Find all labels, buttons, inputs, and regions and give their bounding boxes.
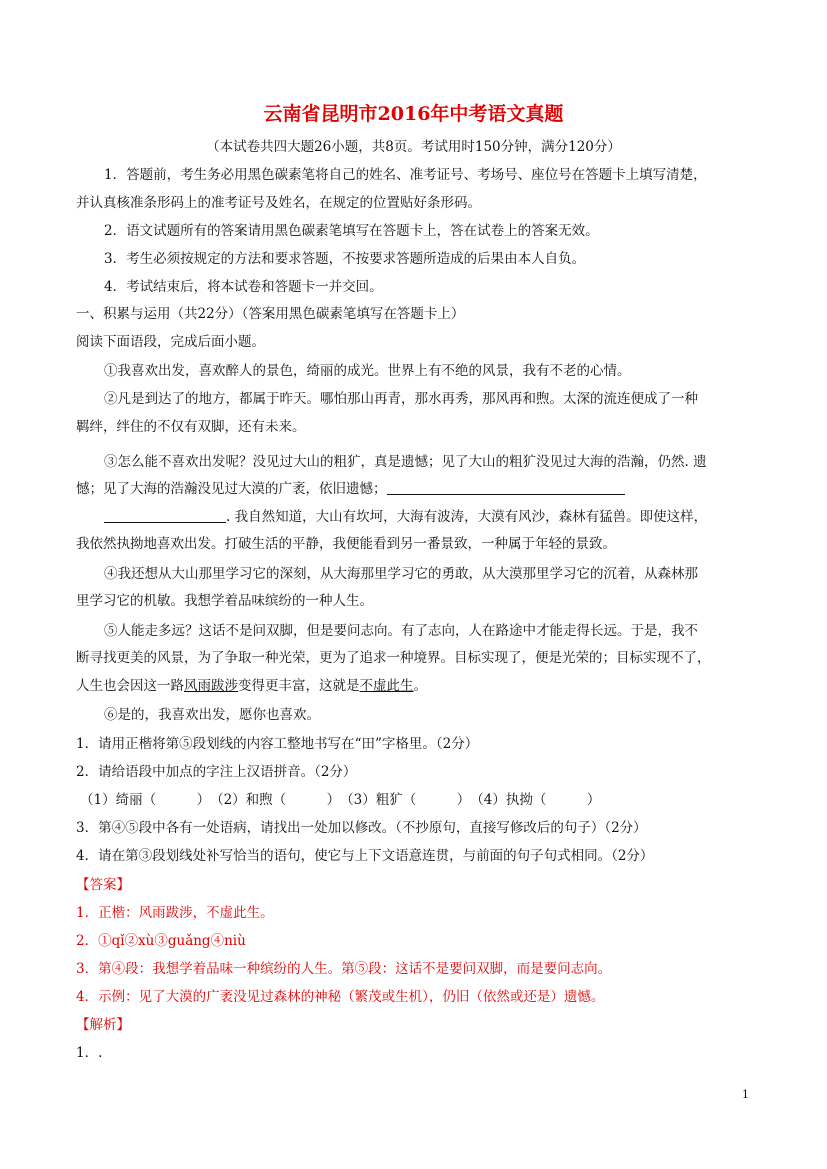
question-2: 2．请给语段中加点的字注上汉语拼音。（2分） bbox=[76, 764, 357, 780]
passage-paragraph-3-cont bbox=[76, 478, 625, 500]
note-1: 1．答题前，考生务必用黑色碳素笔将自己的姓名、准考证号、考场号、座位号在答题卡上填写清楚， bbox=[104, 167, 707, 183]
passage-paragraph-5: ⑤人能走多远？这话不是问双脚，但是要问志向。有了志向，人在路途中才能走得长远。于是，我不 bbox=[104, 623, 698, 639]
note-1-cont: 并认真核准条形码上的准考证号及姓名，在规定的位置贴好条形码。 bbox=[76, 195, 481, 211]
underlined-phrase: 不虚此生 bbox=[359, 678, 414, 694]
question-3: 3．第④⑤段中各有一处语病，请找出一处加以修改。（不抄原句，直接写修改后的句子）（2分） bbox=[76, 820, 647, 836]
passage-text: 变得更丰富，这就是 bbox=[238, 678, 360, 694]
fill-blank-line bbox=[104, 508, 226, 523]
reading-instruction: 阅读下面语段，完成后面小题。 bbox=[76, 334, 265, 350]
passage-text: 人生也会因这一路 bbox=[76, 678, 184, 694]
analysis-item-1: 1．. bbox=[76, 1045, 103, 1061]
fill-blank-line bbox=[387, 480, 625, 495]
page-number: 1 bbox=[742, 1088, 749, 1101]
analysis-heading: 【解析】 bbox=[76, 1017, 130, 1033]
passage-paragraph-4-cont: 里学习它的机敏。我想学着品味缤纷的一种人生。 bbox=[76, 593, 373, 609]
passage-text: 憾；见了大海的浩瀚没见过大漠的广袤，依旧遗憾； bbox=[76, 481, 387, 497]
passage-paragraph-2-cont: 羁绊，绊住的不仅有双脚，还有未来。 bbox=[76, 419, 306, 435]
passage-text: 。 bbox=[413, 678, 427, 694]
passage-paragraph-3-cont2 bbox=[104, 506, 707, 528]
passage-text: . 我自然知道，大山有坎坷，大海有波涛，大漠有风沙，森林有猛兽。即使这样， bbox=[226, 509, 708, 525]
passage-paragraph-2: ②凡是到达了的地方，都属于昨天。哪怕那山再青，那水再秀，那风再和煦。太深的流连便成了一种 bbox=[104, 391, 698, 407]
passage-paragraph-3-cont3: 我依然执拗地喜欢出发。打破生活的平静，我便能看到另一番景致，一种属于年轻的景致。 bbox=[76, 536, 616, 552]
passage-paragraph-6: ⑥是的，我喜欢出发，愿你也喜欢。 bbox=[104, 707, 320, 723]
question-4: 4．请在第③段划线处补写恰当的语句，使它与上下文语意连贯，与前面的句子句式相同。（2分） bbox=[76, 848, 654, 864]
page-title: 云南省昆明市2016年中考语文真题 bbox=[263, 103, 564, 125]
answer-heading: 【答案】 bbox=[76, 877, 130, 893]
question-2-items: （1）绮丽（ ） （2）和煦（ ） （3）粗犷（ ） （4）执拗（ ） bbox=[80, 792, 601, 808]
answer-3: 3．第④段：我想学着品味一种缤纷的人生。第⑤段：这话不是要问双脚，而是要问志向。 bbox=[76, 961, 612, 977]
exam-info: （本试卷共四大题26小题，共8页。考试用时150分钟，满分120分） bbox=[206, 139, 621, 155]
passage-paragraph-5-cont2 bbox=[76, 675, 427, 697]
note-3: 3．考生必须按规定的方法和要求答题，不按要求答题所造成的后果由本人自负。 bbox=[104, 251, 586, 267]
answer-2: 2．①qǐ②xù③guǎng④niù bbox=[76, 933, 246, 949]
answer-4: 4．示例：见了大漠的广袤没见过森林的神秘（繁茂或生机），仍旧（依然或还是）遗憾。 bbox=[76, 989, 605, 1005]
passage-paragraph-5-cont: 断寻找更美的风景，为了争取一种光荣，更为了追求一种境界。目标实现了，便是光荣的；目标实现不了， bbox=[76, 650, 711, 666]
passage-paragraph-4: ④我还想从大山那里学习它的深刻，从大海那里学习它的勇敢，从大漠那里学习它的沉着，从森林那 bbox=[104, 566, 698, 582]
passage-paragraph-3: ③怎么能不喜欢出发呢？没见过大山的粗犷，真是遗憾；见了大山的粗犷没见过大海的浩瀚，仍然. 遗 bbox=[104, 454, 707, 470]
section-heading: 一、积累与运用（共22分）（答案用黑色碳素笔填写在答题卡上） bbox=[76, 306, 465, 322]
answer-1: 1．正楷：风雨跋涉，不虚此生。 bbox=[76, 905, 274, 921]
passage-paragraph-1: ①我喜欢出发，喜欢醉人的景色，绮丽的成光。世界上有不绝的风景，我有不老的心情。 bbox=[104, 363, 631, 379]
note-2: 2．语文试题所有的答案请用黑色碳素笔填写在答题卡上，答在试卷上的答案无效。 bbox=[104, 223, 599, 239]
note-4: 4．考试结束后，将本试卷和答题卡一并交回。 bbox=[104, 279, 383, 295]
underlined-phrase: 风雨跋涉 bbox=[184, 678, 238, 694]
question-1: 1．请用正楷将第⑤段划线的内容工整地书写在“田”字格里。（2分） bbox=[76, 736, 479, 752]
